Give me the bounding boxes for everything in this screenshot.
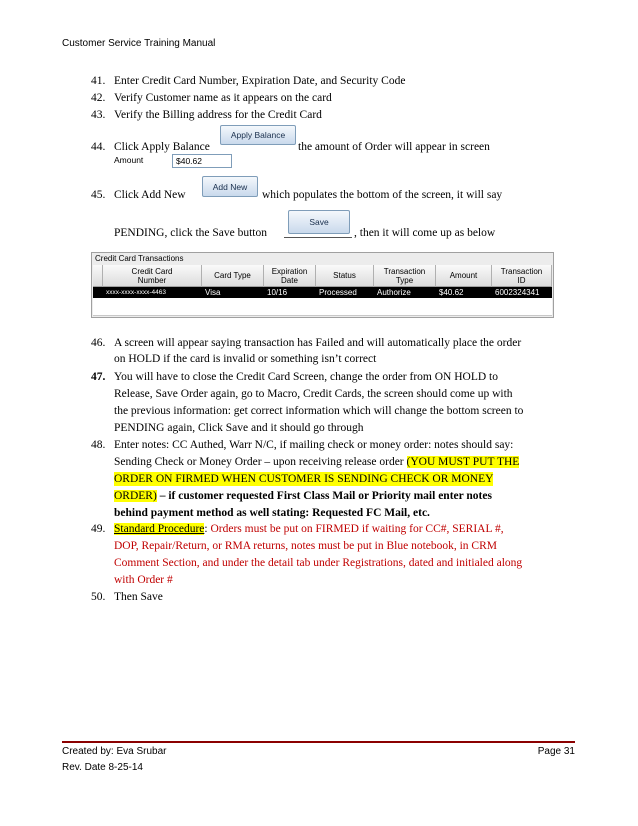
col-header-status[interactable]: Status — [316, 265, 374, 287]
add-new-button[interactable]: Add New — [202, 176, 258, 197]
apply-balance-button[interactable]: Apply Balance — [220, 125, 296, 145]
standard-procedure-label: Standard Procedure — [114, 523, 205, 535]
cell-card-type: Visa — [205, 288, 221, 297]
empty-row[interactable] — [93, 298, 552, 316]
cell-amount: $40.62 — [439, 288, 464, 297]
footer-rev-date: Rev. Date 8-25-14 — [62, 762, 143, 773]
cell-expiration: 10/16 — [267, 288, 288, 297]
cell-cc-number: xxxx-xxxx-xxxx-4463 — [106, 289, 166, 296]
col-header-cc-number[interactable]: Credit Card Number — [103, 265, 202, 287]
highlighted-warning: (YOU MUST PUT THE — [406, 456, 520, 468]
col-header-transaction-id[interactable]: Transaction ID — [492, 265, 552, 287]
col-header-transaction-type[interactable]: Transaction Type — [374, 265, 436, 287]
col-header-card-type[interactable]: Card Type — [202, 265, 264, 287]
cell-transaction-id: 6002324341 — [495, 288, 540, 297]
cell-transaction-type: Authorize — [377, 288, 411, 297]
footer-created-by: Created by: Eva Srubar — [62, 746, 167, 757]
save-button[interactable]: Save — [288, 210, 350, 234]
footer-page-number: Page 31 — [537, 746, 575, 757]
save-underline — [284, 237, 352, 238]
cell-status: Processed — [319, 288, 357, 297]
amount-label: Amount — [114, 155, 144, 165]
amount-field[interactable]: $40.62 — [172, 154, 232, 168]
col-header-amount[interactable]: Amount — [436, 265, 492, 287]
grid-row-selector-header — [93, 265, 103, 287]
grid-title: Credit Card Transactions — [95, 254, 184, 263]
document-header: Customer Service Training Manual — [62, 38, 216, 49]
footer-rule — [62, 741, 575, 743]
col-header-expiration[interactable]: Expiration Date — [264, 265, 316, 287]
credit-card-transactions-grid — [91, 252, 554, 318]
